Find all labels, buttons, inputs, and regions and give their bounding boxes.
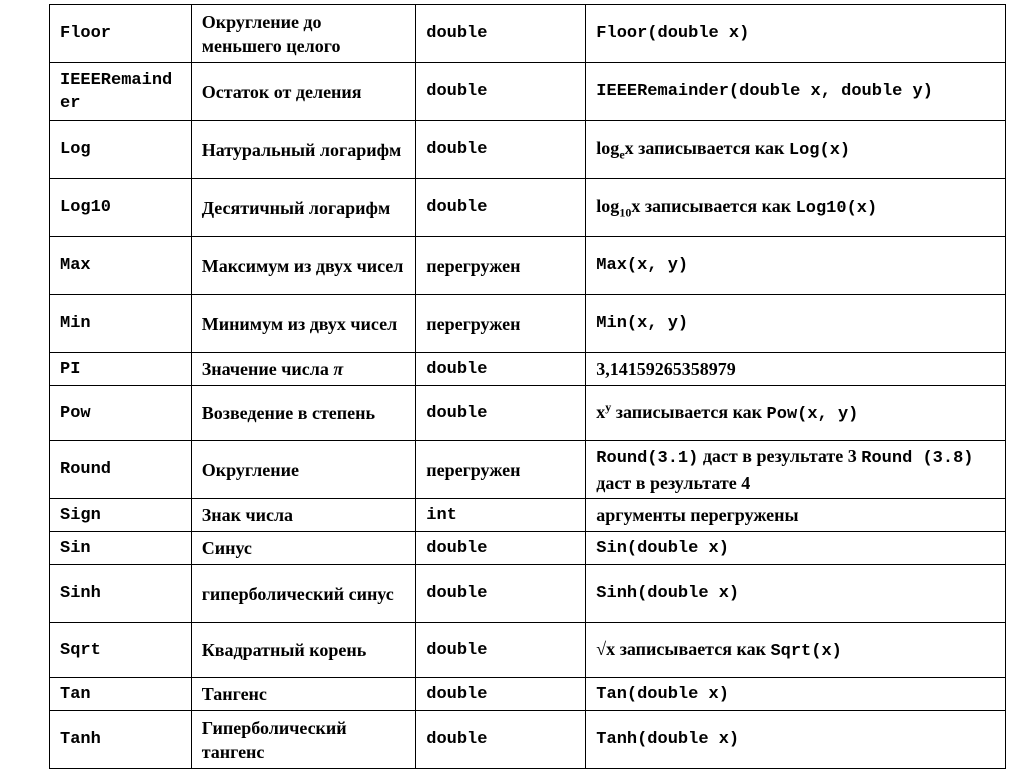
function-name: PI — [50, 353, 192, 386]
function-name: Log — [50, 121, 192, 179]
function-description: Значение числа π — [191, 353, 416, 386]
function-name: Sin — [50, 532, 192, 565]
function-name: Sqrt — [50, 623, 192, 678]
function-note: Round(3.1) даст в результате 3 Round (3.8) даст в результате 4 — [586, 441, 1006, 499]
function-name: Log10 — [50, 179, 192, 237]
function-description: Возведение в степень — [191, 386, 416, 441]
pi-symbol: π — [333, 359, 344, 379]
return-type: перегружен — [416, 237, 586, 295]
function-name: Tanh — [50, 711, 192, 769]
return-type: double — [416, 623, 586, 678]
function-name: Max — [50, 237, 192, 295]
function-note: Floor(double x) — [586, 5, 1006, 63]
function-name: Sinh — [50, 565, 192, 623]
function-note: $x^y$ записывается как Pow(x, y) — [586, 386, 1006, 441]
function-description: Десятичный логарифм — [191, 179, 416, 237]
function-note: $\log_{10}x$ записывается как Log10(x) — [586, 179, 1006, 237]
function-description: Остаток от деления — [191, 63, 416, 121]
function-name: Pow — [50, 386, 192, 441]
function-note: $\log_ex$ записывается как Log(x) — [586, 121, 1006, 179]
function-description: Натуральный логарифм — [191, 121, 416, 179]
function-note: IEEERemainder(double x, double y) — [586, 63, 1006, 121]
return-type: double — [416, 565, 586, 623]
function-description: Тангенс — [191, 678, 416, 711]
return-type: double — [416, 386, 586, 441]
function-note: аргументы перегружены — [586, 499, 1006, 532]
table-row — [50, 295, 1006, 353]
function-description: Синус — [191, 532, 416, 565]
table-row — [50, 623, 1006, 678]
function-name: Round — [50, 441, 192, 499]
table-row — [50, 499, 1006, 532]
function-note: Min(x, y) — [586, 295, 1006, 353]
sqrt-symbol: √x — [596, 638, 616, 659]
function-description: Минимум из двух чисел — [191, 295, 416, 353]
table-row — [50, 441, 1006, 499]
return-type: double — [416, 678, 586, 711]
table-row — [50, 532, 1006, 565]
function-name: Sign — [50, 499, 192, 532]
function-description: Квадратный корень — [191, 623, 416, 678]
return-type: double — [416, 121, 586, 179]
return-type: double — [416, 711, 586, 769]
function-name: Tan — [50, 678, 192, 711]
return-type: double — [416, 179, 586, 237]
return-type: double — [416, 5, 586, 63]
table-row — [50, 565, 1006, 623]
table-row — [50, 386, 1006, 441]
return-type: double — [416, 353, 586, 386]
table-row — [50, 121, 1006, 179]
function-description: гиперболический синус — [191, 565, 416, 623]
math-functions-table — [49, 4, 1006, 769]
function-note: Sin(double x) — [586, 532, 1006, 565]
function-note: Tanh(double x) — [586, 711, 1006, 769]
return-type: double — [416, 63, 586, 121]
return-type: перегружен — [416, 441, 586, 499]
function-note: Tan(double x) — [586, 678, 1006, 711]
function-description: Округление до меньшего целого — [191, 5, 416, 63]
function-name: IEEERemainder — [50, 63, 192, 121]
function-description: Округление — [191, 441, 416, 499]
function-description: Знак числа — [191, 499, 416, 532]
table-row — [50, 711, 1006, 769]
table-row — [50, 63, 1006, 121]
function-description: Гиперболический тангенс — [191, 711, 416, 769]
return-type: int — [416, 499, 586, 532]
function-note: Sinh(double x) — [586, 565, 1006, 623]
table-row — [50, 678, 1006, 711]
table-row — [50, 237, 1006, 295]
function-name: Min — [50, 295, 192, 353]
function-note: √x записывается как Sqrt(x) — [586, 623, 1006, 678]
function-description: Максимум из двух чисел — [191, 237, 416, 295]
return-type: перегружен — [416, 295, 586, 353]
table-row — [50, 353, 1006, 386]
table-row — [50, 179, 1006, 237]
return-type: double — [416, 532, 586, 565]
function-note: 3,14159265358979 — [586, 353, 1006, 386]
table-row — [50, 5, 1006, 63]
function-note: Max(x, y) — [586, 237, 1006, 295]
function-name: Floor — [50, 5, 192, 63]
